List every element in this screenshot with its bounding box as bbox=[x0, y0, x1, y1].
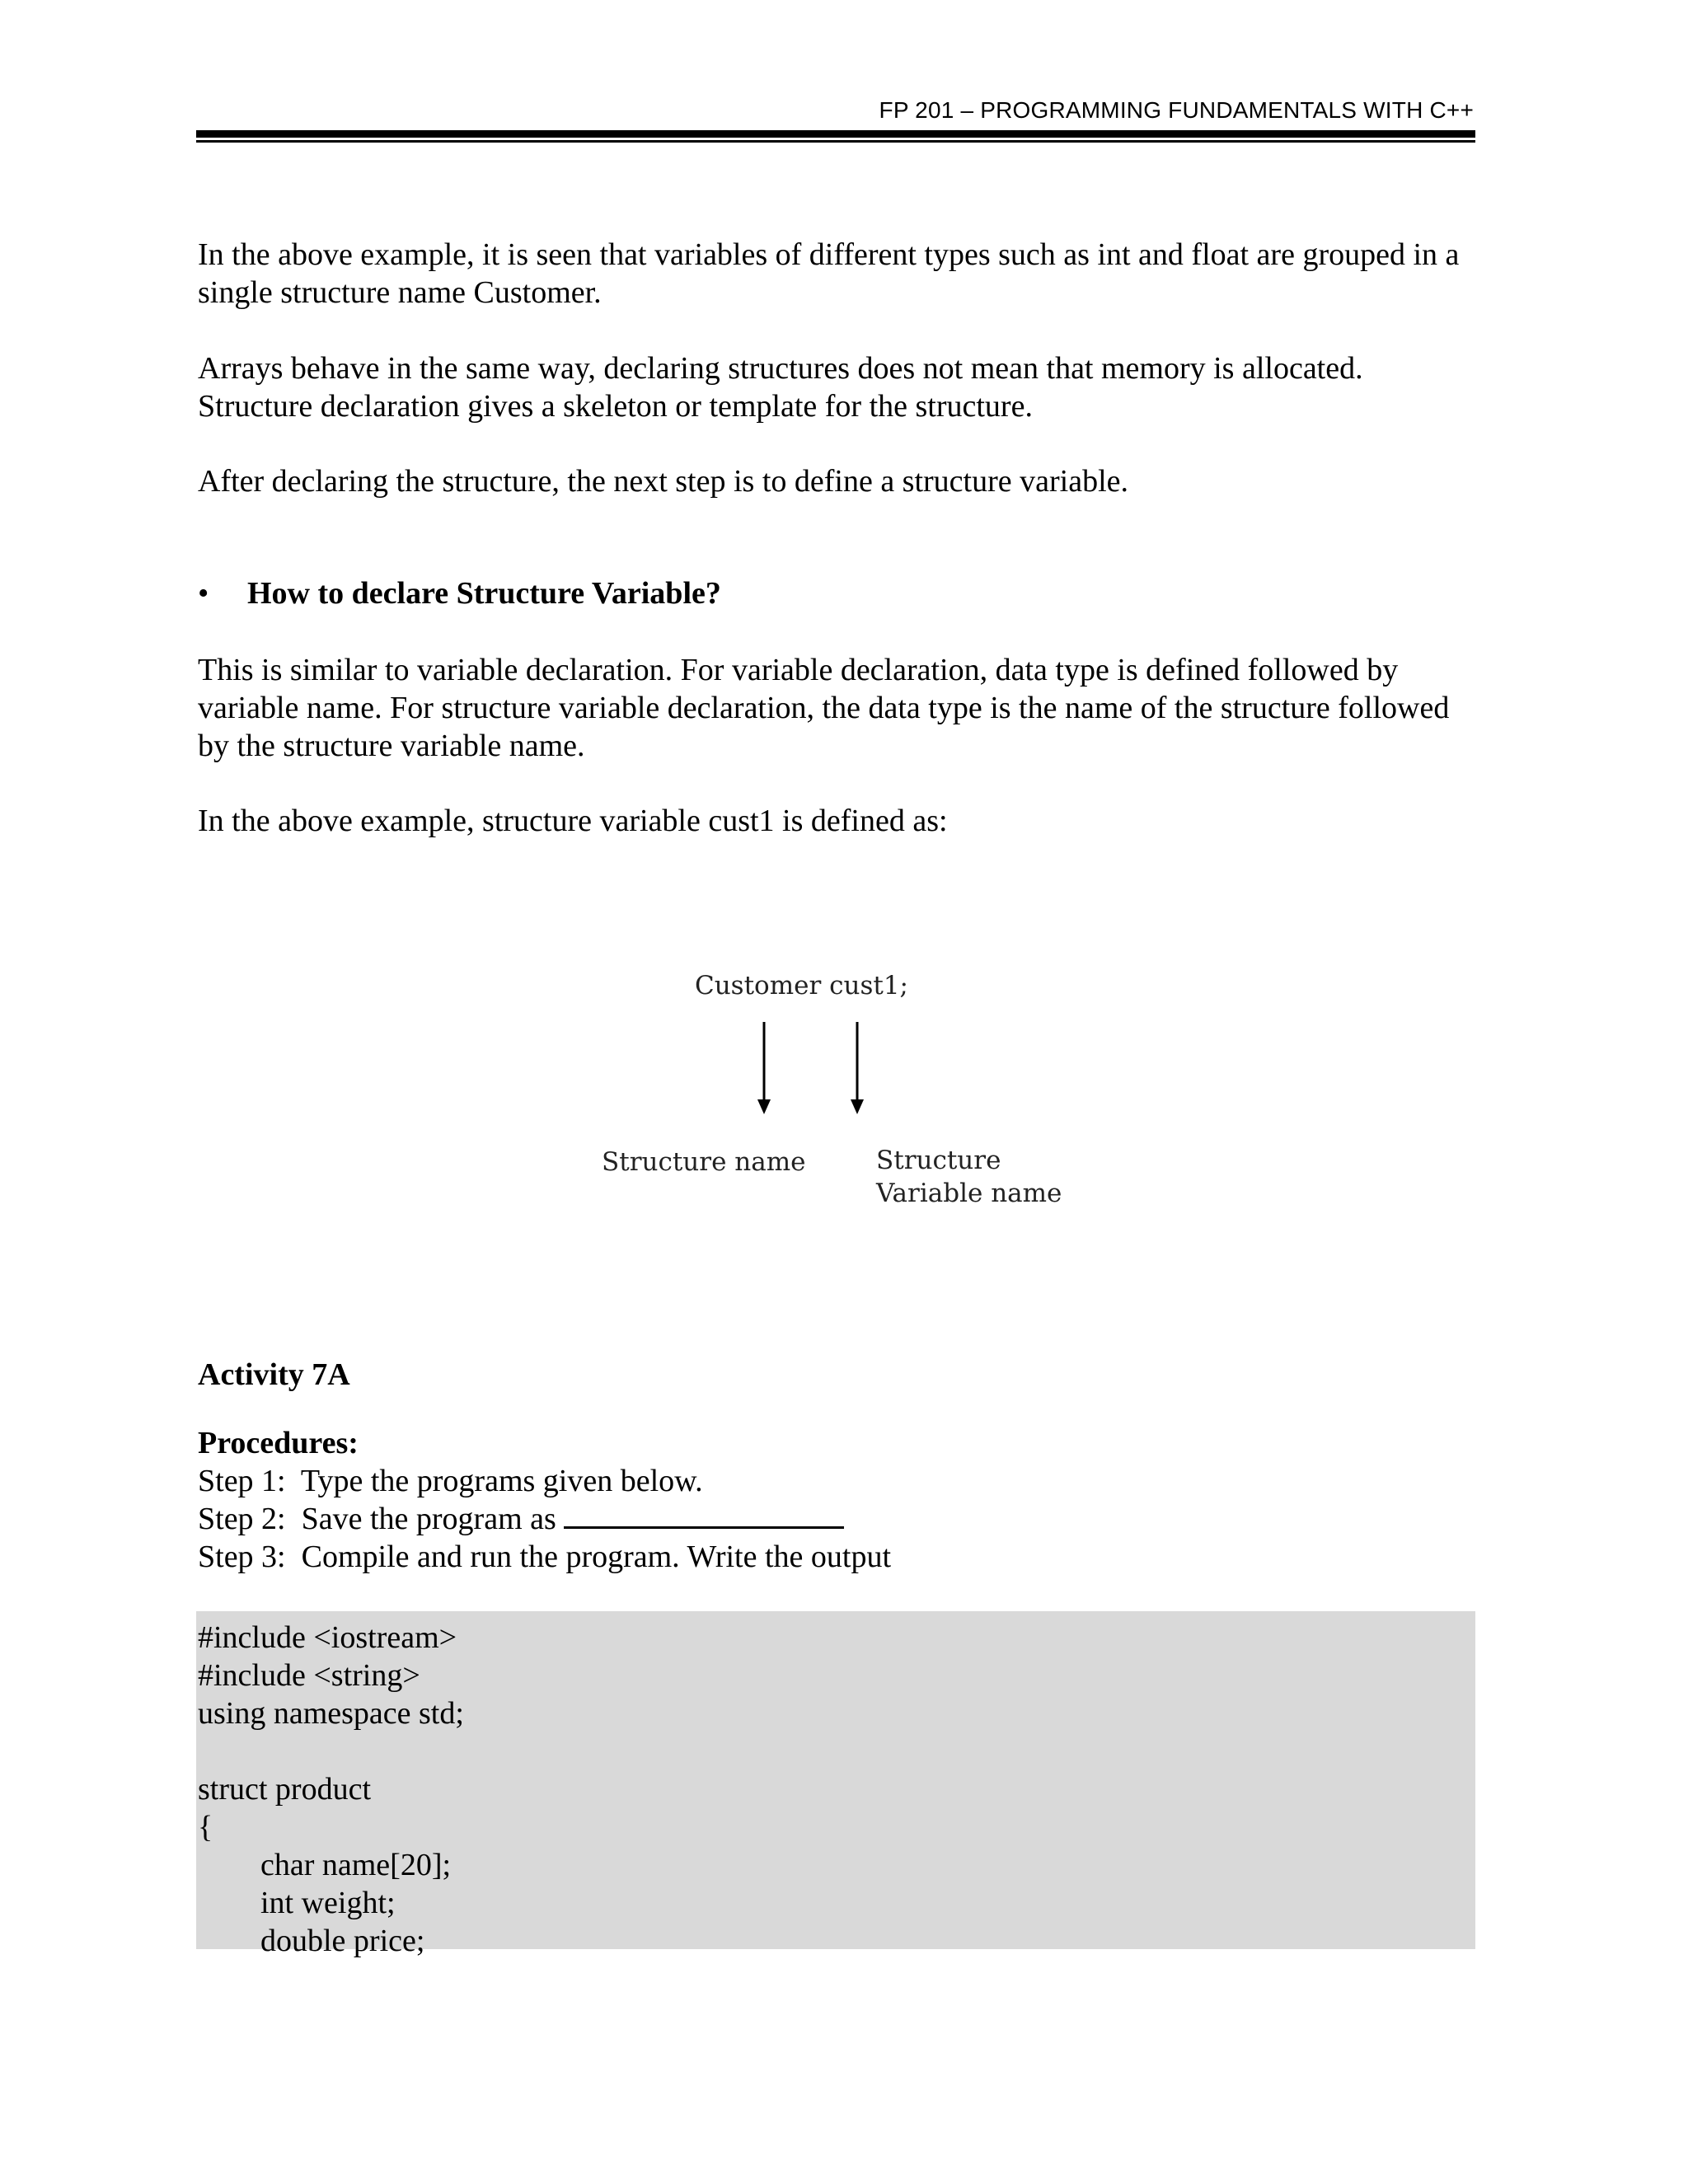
step-2-text: Step 2: Save the program as bbox=[198, 1502, 565, 1536]
paragraph-cust1-defined: In the above example, structure variable cust1 is defined as: bbox=[198, 804, 948, 838]
code-line: #include <iostream> bbox=[198, 1620, 457, 1655]
step-1: Step 1: Type the programs given below. bbox=[198, 1464, 703, 1498]
arrow-to-structure-name bbox=[757, 1022, 771, 1114]
arrow-to-variable-name bbox=[851, 1022, 864, 1114]
code-line: using namespace std; bbox=[198, 1696, 464, 1731]
page-header-title: FP 201 – PROGRAMMING FUNDAMENTALS WITH C++ bbox=[879, 97, 1474, 123]
paragraph-after-declaring: After declaring the structure, the next step is to define a structure variable. bbox=[198, 464, 1128, 499]
bullet-heading bbox=[198, 574, 721, 612]
paragraph-structure-grouping: In the above example, it is seen that variables of different types such as int and float are grouped in a single structure name Customer. bbox=[198, 237, 1460, 310]
activity-title: Activity 7A bbox=[198, 1357, 350, 1392]
procedures-label: Procedures: bbox=[198, 1426, 359, 1460]
paragraph-similar-declaration: This is similar to variable declaration. For variable declaration, data type is defined followed by variable name. For structure variable declaration, the data type is the name of the structure followed by the structure variable name. bbox=[198, 653, 1450, 763]
diagram-label-variable-name: Variable name bbox=[876, 1179, 1062, 1208]
step-3: Step 3: Compile and run the program. Write the output bbox=[198, 1540, 892, 1574]
filename-blank bbox=[564, 1502, 844, 1529]
diagram-statement: Customer cust1; bbox=[695, 971, 908, 1001]
code-line: #include <string> bbox=[198, 1658, 420, 1693]
step-2 bbox=[198, 1500, 844, 1538]
diagram-label-structure: Structure bbox=[876, 1146, 1001, 1175]
code-line: int weight; bbox=[198, 1886, 396, 1920]
code-line: char name[20]; bbox=[198, 1848, 452, 1882]
bullet-icon: • bbox=[198, 576, 209, 611]
header-rule-thin bbox=[196, 140, 1475, 143]
paragraph-arrays-behave: Arrays behave in the same way, declaring structures does not mean that memory is allocated. Structure declaration gives a skeleton or template for the structure. bbox=[198, 351, 1363, 424]
header-rule-thick bbox=[196, 130, 1475, 138]
structure-variable-diagram bbox=[593, 964, 1088, 1236]
code-line: struct product bbox=[198, 1772, 372, 1807]
bullet-heading-text: How to declare Structure Variable? bbox=[247, 576, 721, 611]
diagram-label-structure-name: Structure name bbox=[602, 1147, 806, 1177]
code-line: { bbox=[198, 1810, 213, 1844]
code-line: double price; bbox=[198, 1924, 425, 1958]
